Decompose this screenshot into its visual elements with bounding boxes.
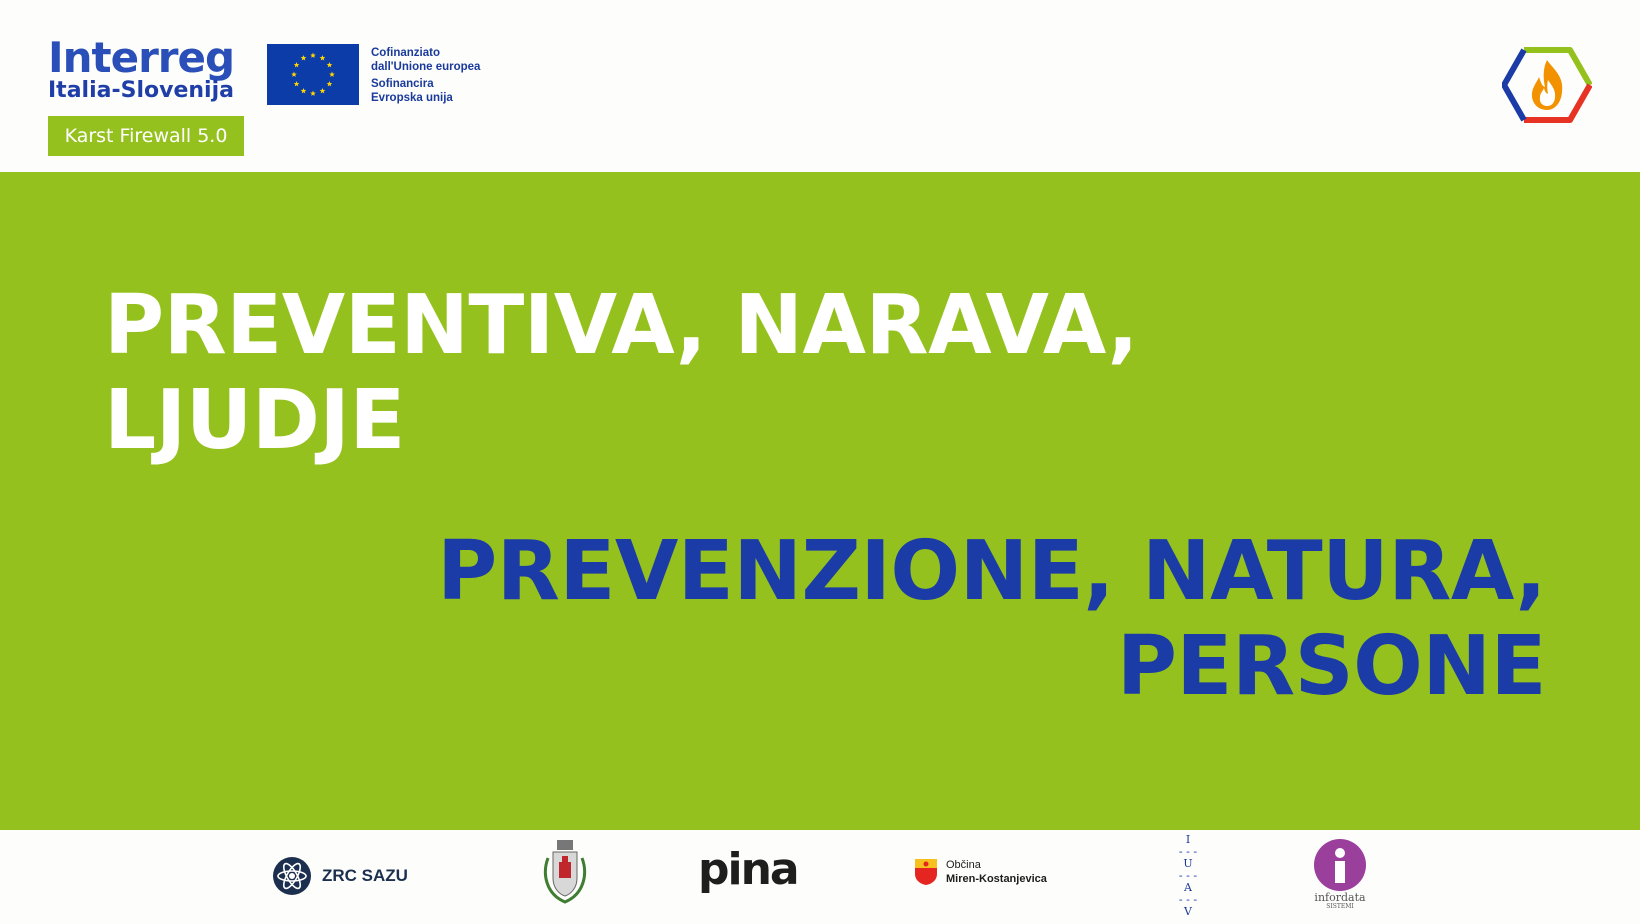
obcina-miren-kostanjevica-logo — [914, 858, 1047, 886]
obcina-line: Miren-Kostanjevica — [946, 873, 1047, 885]
infordata-info-icon — [1313, 838, 1367, 892]
eu-flag-icon — [267, 44, 359, 105]
infordata-label: infordata — [1314, 891, 1366, 904]
slovenian-title — [104, 278, 1138, 468]
municipal-coat-of-arms-icon — [540, 838, 590, 906]
slovenian-title-line: LJUDJE — [104, 373, 405, 468]
infordata-sub-label: SISTEMI — [1326, 903, 1354, 910]
iuav-letter: U — [1183, 857, 1193, 870]
eu-cofunding-text — [371, 46, 480, 105]
iuav-logo: I - - - U - - - A - - - V — [1178, 833, 1198, 918]
interreg-brand: Interreg — [48, 33, 235, 82]
iuav-letter: V — [1184, 905, 1192, 918]
interreg-region: Italia-Slovenija — [48, 78, 234, 103]
eu-line: Cofinanziato — [371, 47, 440, 59]
eu-line: dall'Unione europea — [371, 61, 481, 73]
interreg-logo — [48, 33, 235, 104]
infordata-logo — [1310, 838, 1370, 910]
main-banner — [0, 172, 1640, 830]
project-name-badge: Karst Firewall 5.0 — [48, 116, 244, 156]
zrc-sazu-atom-icon — [272, 856, 312, 896]
zrc-sazu-logo — [272, 856, 408, 896]
iuav-letter: A — [1184, 881, 1192, 894]
obcina-label — [946, 858, 1047, 886]
header — [0, 0, 1640, 172]
italian-title — [437, 524, 1546, 714]
italian-title-line: PREVENZIONE, NATURA, — [437, 524, 1546, 619]
italian-title-line: PERSONE — [1116, 619, 1546, 714]
eu-line: Sofinancira — [371, 78, 434, 90]
pina-logo — [698, 844, 798, 895]
karst-firewall-hexagon-logo-icon — [1502, 46, 1592, 124]
pina-label: pina — [698, 844, 798, 895]
iuav-letter: I — [1185, 833, 1191, 846]
obcina-line: Občina — [946, 859, 981, 871]
zrc-sazu-label: ZRC SAZU — [322, 866, 408, 885]
partner-logos-footer — [0, 830, 1640, 924]
eu-line: Evropska unija — [371, 92, 453, 104]
obcina-shield-icon — [914, 858, 938, 886]
slovenian-title-line: PREVENTIVA, NARAVA, — [104, 278, 1139, 373]
